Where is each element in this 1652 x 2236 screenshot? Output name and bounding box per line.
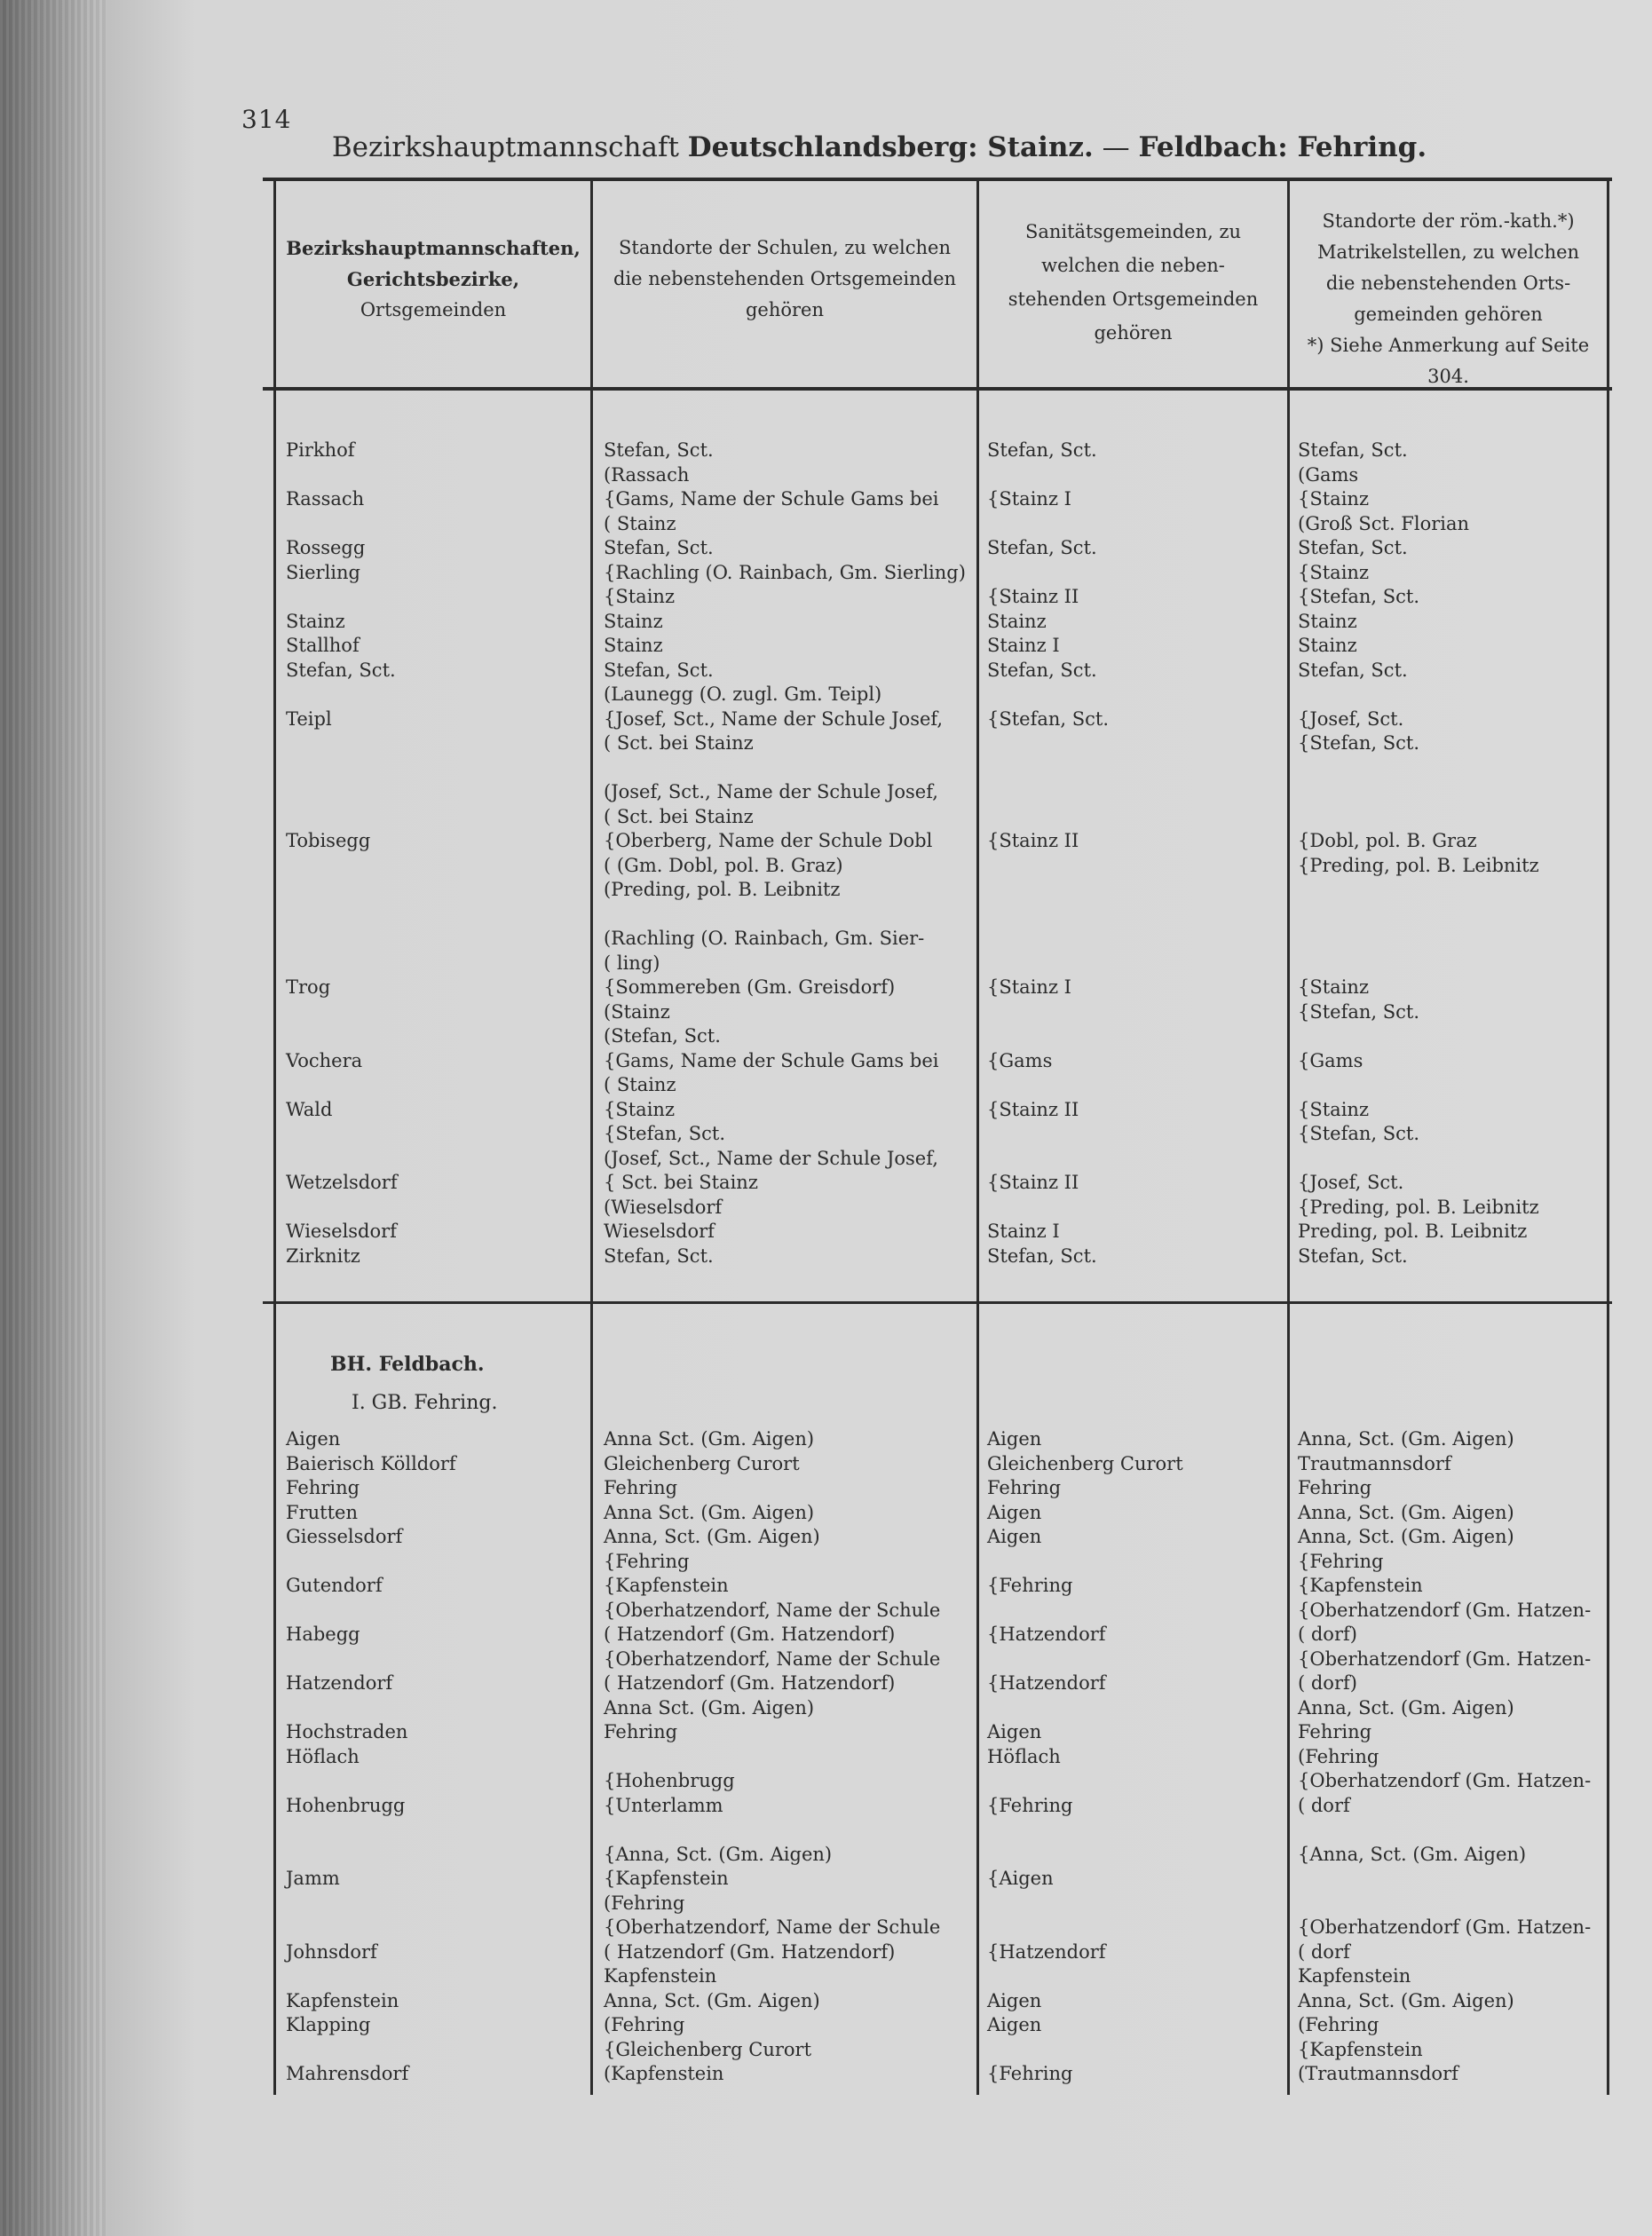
table-cell	[604, 756, 966, 781]
table-cell	[987, 1196, 1109, 1221]
table-cell	[1298, 1147, 1539, 1172]
table-cell: Kapfenstein	[286, 1989, 399, 2011]
header-col1-line3: Ortsgemeinden	[360, 299, 507, 320]
table-cell: Fehring	[604, 1721, 678, 1742]
table-cell	[987, 903, 1109, 928]
table-cell	[1298, 1818, 1591, 1843]
section-gb-fehring: I. GB. Fehring.	[352, 1392, 498, 1414]
table-cell: Trautmannsdorf	[1298, 1452, 1451, 1474]
table-cell: {Kapfenstein	[1298, 2038, 1423, 2060]
table-cell	[987, 927, 1109, 952]
table-cell: Kapfenstein	[604, 1965, 717, 1987]
header-col1-line1: Bezirkshauptmannschaften,	[286, 237, 581, 259]
table-cell: Stefan, Sct.	[604, 1244, 714, 1267]
table-cell: Mahrensdorf	[286, 2063, 409, 2084]
upper-col-ortsgemeinden	[286, 439, 398, 1268]
table-cell: Stefan, Sct.	[987, 537, 1097, 558]
lower-col-sanitaet	[987, 1427, 1183, 2111]
header-col4-line2: Matrikelstellen, zu welchen	[1316, 241, 1580, 263]
header-col2-line1: Standorte der Schulen, zu welchen	[619, 237, 951, 258]
header-col3-line1: Sanitätsgemeinden, zu	[1024, 221, 1242, 242]
table-cell: Stefan, Sct.	[604, 537, 714, 558]
table-cell: (Fehring	[1298, 2014, 1379, 2035]
header-col4-footnote: *) Siehe Anmerkung auf Seite 304.	[1307, 335, 1590, 387]
table-cell: {Stainz	[604, 586, 676, 607]
table-cell	[286, 1916, 456, 1940]
table-cell: {Oberhatzendorf, Name der Schule	[604, 1916, 941, 1938]
table-cell: Stefan, Sct.	[987, 659, 1097, 681]
header-col1-line2: Gerichtsbezirke,	[346, 268, 520, 290]
table-cell: {Hatzendorf	[987, 1672, 1106, 1694]
table-cell: Hatzendorf	[286, 1672, 393, 1694]
table-cell: Stefan, Sct.	[987, 1244, 1097, 1267]
header-col4	[1290, 206, 1607, 392]
table-cell: {Gleichenberg Curort	[604, 2038, 812, 2060]
upper-col-schulen	[604, 439, 966, 1268]
table-cell	[987, 1916, 1183, 1940]
table-cell	[987, 805, 1109, 830]
table-cell	[987, 1769, 1183, 1794]
table-cell	[604, 1745, 940, 1770]
table-cell	[1298, 683, 1539, 707]
table-cell: Klapping	[286, 2014, 371, 2035]
table-cell: Anna, Sct. (Gm. Aigen)	[1298, 1989, 1514, 2011]
table-cell	[286, 683, 398, 707]
table-cell: (Fehring	[604, 1892, 685, 1914]
table-cell	[987, 1892, 1183, 1916]
table-cell: Fehring	[1298, 1477, 1372, 1498]
table-cell: (Fehring	[1298, 1745, 1379, 1767]
table-cell	[1298, 952, 1539, 976]
table-cell: Stefan, Sct.	[604, 659, 714, 681]
table-cell: {Anna, Sct. (Gm. Aigen)	[604, 1843, 833, 1865]
table-cell	[987, 1964, 1183, 1989]
running-head-dash: —	[1102, 131, 1130, 163]
table-cell: {Hohenbrugg	[604, 1770, 735, 1791]
table-cell: Gleichenberg Curort	[604, 1452, 800, 1474]
table-cell: Zirknitz	[286, 1244, 360, 1267]
table-cell	[286, 854, 398, 879]
table-cell	[286, 585, 398, 610]
running-head	[0, 131, 1652, 163]
table-cell	[1298, 1024, 1539, 1049]
table-cell: Höflach	[286, 1745, 360, 1767]
table-cell: {Kapfenstein	[604, 1575, 729, 1596]
table-cell: (Trautmannsdorf	[1298, 2063, 1458, 2084]
table-cell: ( Sct. bei Stainz	[604, 732, 754, 754]
table-cell: (Stefan, Sct.	[604, 1025, 721, 1047]
table-cell: (Josef, Sct., Name der Schule Josef,	[604, 781, 938, 802]
table-cell: Anna Sct. (Gm. Aigen)	[604, 1696, 815, 1718]
table-cell: {Gams	[1298, 1049, 1363, 1071]
table-cell: ( Hatzendorf (Gm. Hatzendorf)	[604, 1672, 896, 1694]
header-col3-line2: welchen die neben-	[1041, 255, 1225, 276]
header-col2	[593, 233, 976, 326]
table-cell: ( dorf	[1298, 1940, 1350, 1963]
running-head-bh1: Deutschlandsberg	[687, 131, 968, 163]
table-cell: Frutten	[286, 1501, 358, 1523]
table-cell: {Stainz II	[987, 1098, 1079, 1120]
table-cell: Anna, Sct. (Gm. Aigen)	[1298, 1428, 1514, 1450]
table-cell: Aigen	[286, 1428, 341, 1450]
table-cell: {Josef, Sct.	[1298, 1172, 1404, 1193]
table-cell: {Rachling (O. Rainbach, Gm. Sierling)	[604, 561, 966, 583]
table-cell: Sierling	[286, 561, 360, 583]
table-cell	[286, 780, 398, 805]
table-cell	[286, 1550, 456, 1575]
header-col1	[277, 233, 589, 326]
table-cell	[286, 463, 398, 488]
table-cell	[286, 1818, 456, 1843]
upper-col-sanitaet	[987, 439, 1109, 1268]
lower-col-ortsgemeinden	[286, 1427, 456, 2111]
table-cell: {Gams	[987, 1049, 1053, 1071]
table-cell	[987, 1122, 1109, 1147]
table-cell: ( dorf	[1298, 1794, 1350, 1816]
table-cell: {Oberhatzendorf (Gm. Hatzen-	[1298, 1916, 1592, 1938]
table-cell: ( dorf)	[1298, 1624, 1357, 1645]
table-cell	[1298, 878, 1539, 903]
table-cell	[1298, 1867, 1591, 1892]
table-cell: Aigen	[987, 1428, 1042, 1450]
table-cell: Aigen	[987, 2014, 1042, 2035]
table-cell: Fehring	[1298, 1721, 1372, 1742]
table-cell	[286, 805, 398, 830]
table-cell: Hohenbrugg	[286, 1794, 406, 1816]
table-cell: ( Hatzendorf (Gm. Hatzendorf)	[604, 1624, 896, 1645]
table-cell: {Oberhatzendorf (Gm. Hatzen-	[1298, 1647, 1592, 1670]
table-cell: {Fehring	[604, 1550, 690, 1572]
table-cell	[286, 1147, 398, 1172]
table-cell	[286, 878, 398, 903]
table-cell	[1298, 1073, 1539, 1098]
table-cell	[1298, 780, 1539, 805]
table-cell: Stainz	[1298, 635, 1357, 656]
table-cell	[987, 756, 1109, 781]
table-cell: {Unterlamm	[604, 1794, 723, 1816]
table-cell	[286, 1073, 398, 1098]
table-cell: Stefan, Sct.	[1298, 1244, 1408, 1267]
table-cell	[286, 756, 398, 781]
col-line-4	[1287, 178, 1290, 2095]
table-cell	[987, 512, 1109, 537]
table-cell: Johnsdorf	[286, 1940, 377, 1963]
table-cell: Stainz	[987, 610, 1047, 632]
table-cell	[286, 1769, 456, 1794]
table-top-rule	[263, 178, 1612, 181]
table-cell: ( Sct. bei Stainz	[604, 805, 754, 827]
table-cell	[987, 731, 1109, 756]
table-cell: {Fehring	[987, 2063, 1073, 2084]
table-cell: Rassach	[286, 488, 365, 510]
table-cell: {Stainz II	[987, 586, 1079, 607]
table-cell: {Stefan, Sct.	[1298, 732, 1420, 754]
header-col3-line3: stehenden Ortsgemeinden	[1008, 288, 1259, 310]
table-cell	[286, 1599, 456, 1624]
table-cell: Anna, Sct. (Gm. Aigen)	[604, 1526, 820, 1547]
page-number: 314	[241, 105, 292, 134]
table-cell	[286, 512, 398, 537]
table-cell: {Josef, Sct.	[1298, 707, 1404, 730]
table-cell	[987, 1843, 1183, 1868]
lower-col-matrikel	[1298, 1427, 1591, 2111]
table-cell: Stainz	[1298, 610, 1357, 632]
col-line-3	[976, 178, 979, 2095]
table-cell: ( Stainz	[604, 512, 676, 534]
table-cell: {Stainz II	[987, 1172, 1079, 1193]
table-cell	[286, 903, 398, 928]
table-cell: {Oberhatzendorf (Gm. Hatzen-	[1298, 1770, 1592, 1791]
table-cell: {Dobl, pol. B. Graz	[1298, 830, 1477, 851]
table-cell: {Fehring	[987, 1575, 1073, 1596]
table-cell: {Hatzendorf	[987, 1940, 1106, 1963]
col-line-1	[273, 178, 276, 2095]
table-cell	[286, 2038, 456, 2063]
header-col4-line1: Standorte der röm.-kath.*)	[1322, 210, 1575, 232]
table-cell	[286, 1024, 398, 1049]
table-cell: {Anna, Sct. (Gm. Aigen)	[1298, 1843, 1527, 1865]
table-cell: Stefan, Sct.	[987, 439, 1097, 461]
table-cell: Rossegg	[286, 537, 366, 558]
table-cell	[987, 683, 1109, 707]
table-cell	[286, 952, 398, 976]
table-cell: Wald	[286, 1098, 333, 1120]
table-cell: Höflach	[987, 1745, 1061, 1767]
table-cell: (Preding, pol. B. Leibnitz	[604, 879, 841, 900]
table-cell	[1298, 927, 1539, 952]
table-cell: Aigen	[987, 1526, 1042, 1547]
table-cell	[987, 1818, 1183, 1843]
table-cell: Stefan, Sct.	[1298, 439, 1408, 461]
table-cell	[286, 927, 398, 952]
table-cell	[987, 1696, 1183, 1721]
table-cell: Stefan, Sct.	[604, 439, 714, 461]
table-cell: Wetzelsdorf	[286, 1172, 398, 1193]
table-cell: {Stefan, Sct.	[987, 707, 1110, 730]
table-cell	[1298, 805, 1539, 830]
table-cell: Wieselsdorf	[286, 1221, 397, 1242]
table-cell: {Josef, Sct., Name der Schule Josef,	[604, 707, 944, 730]
running-head-gb2: : Fehring.	[1277, 131, 1427, 163]
col-line-5	[1607, 178, 1609, 2095]
lower-col-schulen	[604, 1427, 940, 2111]
table-cell: Trog	[286, 976, 331, 998]
table-cell	[1298, 1892, 1591, 1916]
table-cell	[987, 561, 1109, 586]
table-cell: (Gams	[1298, 463, 1359, 486]
table-cell: (Launegg (O. zugl. Gm. Teipl)	[604, 683, 882, 705]
table-cell: (Groß Sct. Florian	[1298, 512, 1470, 534]
table-cell: {Stefan, Sct.	[1298, 1000, 1420, 1023]
table-cell: Baierisch Kölldorf	[286, 1452, 456, 1474]
table-cell: Giesselsdorf	[286, 1526, 403, 1547]
table-cell: Hochstraden	[286, 1721, 408, 1742]
table-cell: {Stefan, Sct.	[1298, 586, 1420, 607]
table-cell: {Oberhatzendorf (Gm. Hatzen-	[1298, 1599, 1592, 1621]
table-cell	[1298, 903, 1539, 928]
header-col3	[979, 215, 1287, 350]
header-col4-line3: die nebenstehenden Orts-	[1325, 273, 1571, 294]
table-cell: {Stefan, Sct.	[1298, 1123, 1420, 1144]
table-cell: Stainz	[286, 610, 345, 632]
table-cell	[286, 1000, 398, 1025]
table-cell: {Stainz	[604, 1098, 676, 1120]
section-bh-feldbach: BH. Feldbach.	[330, 1353, 485, 1376]
table-cell: {Stainz I	[987, 976, 1071, 998]
book-spine-shadow	[0, 0, 107, 2236]
table-cell: {Stefan, Sct.	[604, 1123, 726, 1144]
table-cell: Fehring	[286, 1477, 360, 1498]
table-cell	[987, 463, 1109, 488]
table-cell: (Fehring	[604, 2014, 685, 2035]
table-cell	[286, 2087, 456, 2112]
table-cell: Fehring	[604, 1477, 678, 1498]
table-cell: ( dorf)	[1298, 1672, 1357, 1694]
table-cell: Anna, Sct. (Gm. Aigen)	[1298, 1501, 1514, 1523]
table-cell	[604, 1818, 940, 1843]
table-cell: {Stainz	[1298, 488, 1370, 510]
table-cell: (Stainz	[604, 1000, 670, 1023]
table-cell	[987, 854, 1109, 879]
table-cell: Anna Sct. (Gm. Aigen)	[604, 1428, 815, 1450]
table-cell: ( (Gm. Dobl, pol. B. Graz)	[604, 854, 843, 876]
running-head-bh2: Feldbach	[1138, 131, 1278, 163]
table-cell: { Sct. bei Stainz	[604, 1172, 758, 1193]
section-divider-rule	[263, 1301, 1612, 1304]
table-cell	[987, 1599, 1183, 1624]
table-cell: ( Hatzendorf (Gm. Hatzendorf)	[604, 1940, 896, 1963]
table-cell: Gutendorf	[286, 1575, 383, 1596]
table-cell: {Stainz	[1298, 1098, 1370, 1120]
table-cell	[987, 1073, 1109, 1098]
table-cell	[987, 1024, 1109, 1049]
table-cell	[987, 1147, 1109, 1172]
table-cell	[987, 1550, 1183, 1575]
running-head-prefix: Bezirkshauptmannschaft	[331, 131, 679, 163]
table-cell: Kapfenstein	[1298, 1965, 1411, 1987]
col-line-2	[590, 178, 593, 2095]
table-cell	[286, 731, 398, 756]
table-cell: {Preding, pol. B. Leibnitz	[1298, 854, 1539, 876]
table-cell: Tobisegg	[286, 830, 371, 851]
table-cell	[987, 2087, 1183, 2112]
table-cell: Habegg	[286, 1624, 360, 1645]
header-col4-line4: gemeinden gehören	[1354, 304, 1543, 325]
table-cell: Stainz I	[987, 1221, 1060, 1242]
table-cell: {Stainz I	[987, 488, 1071, 510]
table-cell: {Gams, Name der Schule Gams bei	[604, 1049, 939, 1071]
table-cell: Preding, pol. B. Leibnitz	[1298, 1221, 1528, 1242]
table-cell	[987, 952, 1109, 976]
table-cell: Aigen	[987, 1501, 1042, 1523]
table-cell: (Rachling (O. Rainbach, Gm. Sier-	[604, 928, 925, 949]
table-cell	[987, 780, 1109, 805]
header-col2-line3: gehören	[745, 299, 825, 320]
table-cell: Pirkhof	[286, 439, 355, 461]
table-cell	[286, 1843, 456, 1868]
table-cell	[286, 1964, 456, 1989]
table-cell: {Aigen	[987, 1868, 1054, 1889]
table-cell: Fehring	[987, 1477, 1062, 1498]
table-cell	[286, 1647, 456, 1672]
table-cell	[604, 2087, 940, 2112]
table-cell: Gleichenberg Curort	[987, 1452, 1183, 1474]
header-col3-line4: gehören	[1094, 322, 1173, 344]
table-cell	[286, 1696, 456, 1721]
table-cell: Stainz	[604, 635, 663, 656]
table-cell: (Rassach	[604, 463, 690, 486]
table-cell: (Wieselsdorf	[604, 1196, 723, 1218]
table-cell: {Fehring	[987, 1794, 1073, 1816]
table-cell	[286, 1122, 398, 1147]
table-cell: {Hatzendorf	[987, 1624, 1106, 1645]
table-cell: Stefan, Sct.	[1298, 537, 1408, 558]
table-cell: Aigen	[987, 1989, 1042, 2011]
running-head-gb1: : Stainz.	[968, 131, 1094, 163]
table-cell: {Sommereben (Gm. Greisdorf)	[604, 976, 896, 998]
table-cell: Aigen	[987, 1721, 1042, 1742]
table-cell: Wieselsdorf	[604, 1221, 715, 1242]
table-cell: Stallhof	[286, 635, 360, 656]
table-cell: {Oberhatzendorf, Name der Schule	[604, 1647, 941, 1670]
table-cell	[286, 1892, 456, 1916]
table-cell: {Kapfenstein	[604, 1868, 729, 1889]
table-cell: {Stainz	[1298, 976, 1370, 998]
table-cell: ( ling)	[604, 952, 660, 974]
table-cell: {Preding, pol. B. Leibnitz	[1298, 1196, 1539, 1218]
table-cell: {Stainz	[1298, 561, 1370, 583]
table-cell: Jamm	[286, 1868, 340, 1889]
table-cell: Stainz	[604, 610, 663, 632]
table-cell: (Josef, Sct., Name der Schule Josef,	[604, 1147, 938, 1169]
table-cell: Stainz I	[987, 635, 1060, 656]
table-cell: Anna, Sct. (Gm. Aigen)	[1298, 1696, 1514, 1718]
table-cell: Teipl	[286, 707, 332, 730]
table-cell	[1298, 756, 1539, 781]
table-cell: {Kapfenstein	[1298, 1575, 1423, 1596]
table-cell	[604, 903, 966, 928]
table-cell: {Fehring	[1298, 1550, 1384, 1572]
table-cell: Anna Sct. (Gm. Aigen)	[604, 1501, 815, 1523]
table-cell: Anna, Sct. (Gm. Aigen)	[604, 1989, 820, 2011]
table-cell: ( Stainz	[604, 1074, 676, 1095]
table-cell: Vochera	[286, 1049, 363, 1071]
table-cell: {Oberhatzendorf, Name der Schule	[604, 1599, 941, 1621]
table-cell	[987, 878, 1109, 903]
table-cell: (Kapfenstein	[604, 2063, 724, 2084]
upper-col-matrikel	[1298, 439, 1539, 1268]
table-cell	[987, 1647, 1183, 1672]
table-cell: Stefan, Sct.	[286, 659, 396, 681]
table-cell: {Gams, Name der Schule Gams bei	[604, 488, 939, 510]
table-cell	[987, 2038, 1183, 2063]
table-cell	[987, 1000, 1109, 1025]
table-cell	[1298, 2087, 1591, 2112]
table-cell: Anna, Sct. (Gm. Aigen)	[1298, 1526, 1514, 1547]
header-col2-line2: die nebenstehenden Ortsgemeinden	[613, 268, 957, 289]
table-cell: Stefan, Sct.	[1298, 659, 1408, 681]
table-cell: {Oberberg, Name der Schule Dobl	[604, 830, 933, 851]
table-cell	[286, 1196, 398, 1221]
table-cell: {Stainz II	[987, 830, 1079, 851]
